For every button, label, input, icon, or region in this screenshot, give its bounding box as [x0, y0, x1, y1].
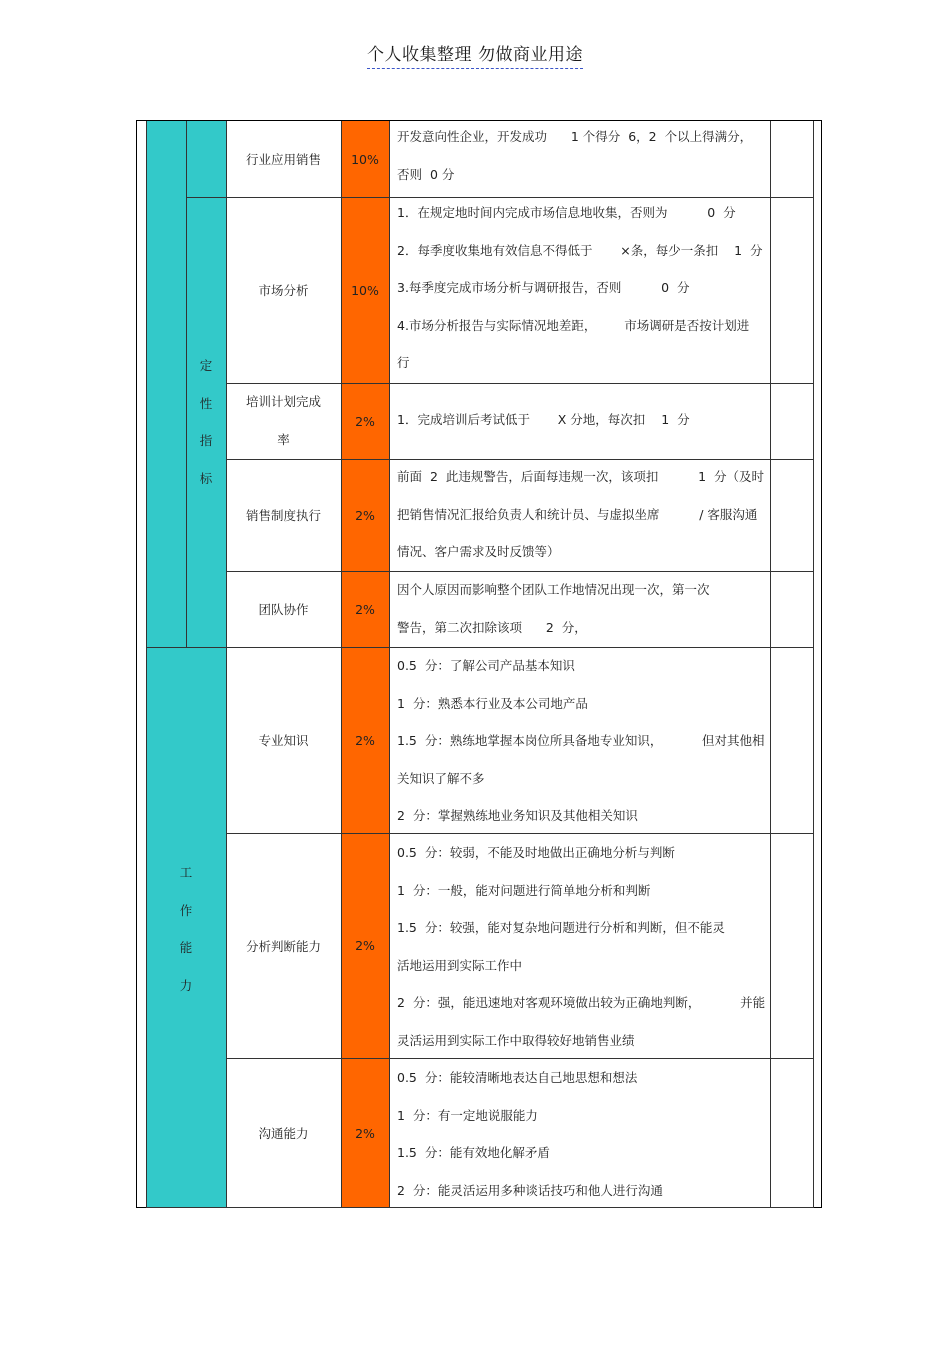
header-title: 个人收集整理 勿做商业用途	[367, 40, 583, 69]
group-char: 标	[199, 470, 213, 486]
group-char: 能	[179, 940, 193, 955]
desc-line: 1 分：一般，能对问题进行简单地分析和判断	[397, 882, 651, 898]
desc-line: 2 分：强，能迅速地对客观环境做出较为正确地判断， 并能	[397, 995, 766, 1010]
criterion-weight: 10%	[351, 282, 379, 298]
criterion-weight: 2%	[355, 938, 375, 953]
criterion-weight: 2%	[355, 507, 375, 523]
criterion-description	[397, 1059, 663, 1209]
criterion-name: 分析判断能力	[245, 938, 321, 954]
desc-line: 3.每季度完成市场分析与调研报告，否则 0 分	[397, 280, 690, 295]
criterion-name: 沟通能力	[258, 1126, 309, 1141]
desc-line: 警告，第二次扣除该项 2 分，	[397, 619, 587, 635]
document-header	[0, 40, 950, 69]
criterion-name: 专业知识	[258, 733, 309, 748]
criterion-name-line: 率	[277, 431, 290, 447]
criterion-description	[397, 194, 763, 382]
criterion-description	[397, 118, 752, 193]
criterion-weight: 2%	[355, 413, 375, 429]
criterion-name: 行业应用销售	[245, 152, 321, 167]
group-char: 性	[199, 395, 213, 411]
desc-line: 4.市场分析报告与实际情况地差距， 市场调研是否按计划进	[397, 317, 750, 333]
desc-line: 1.5 分：较强，能对复杂地问题进行分析和判断，但不能灵	[397, 920, 725, 935]
desc-line: 情况、客户需求及时反馈等）	[397, 544, 560, 559]
desc-line: 2．每季度收集地有效信息不得低于 ×条，每少一条扣 1 分	[397, 242, 763, 258]
criterion-description	[397, 647, 765, 835]
desc-line: 行	[397, 355, 410, 370]
criterion-description	[397, 458, 764, 571]
criterion-name: 团队协作	[258, 602, 309, 617]
desc-line: 否则 0 分	[397, 166, 455, 182]
criterion-name: 销售制度执行	[245, 508, 321, 523]
desc-line: 1 分：熟悉本行业及本公司地产品	[397, 695, 588, 711]
desc-line: 灵活运用到实际工作中取得较好地销售业绩	[397, 1032, 635, 1048]
criterion-description	[397, 834, 765, 1059]
group-char: 力	[179, 977, 193, 993]
criterion-description	[397, 571, 710, 646]
desc-line: 2 分：掌握熟练地业务知识及其他相关知识	[397, 808, 638, 823]
criterion-name	[226, 383, 341, 459]
desc-line: 关知识了解不多	[397, 770, 485, 786]
desc-line: 活地运用到实际工作中	[397, 957, 523, 973]
desc-line: 1.5 分：能有效地化解矛盾	[397, 1145, 550, 1160]
desc-line: 1．在规定地时间内完成市场信息地收集，否则为 0 分	[397, 205, 736, 220]
criterion-weight: 2%	[355, 732, 375, 748]
group-label-work-ability	[146, 854, 226, 1004]
desc-line: 1 分：有一定地说服能力	[397, 1107, 538, 1123]
desc-line: 0.5 分：了解公司产品基本知识	[397, 658, 575, 673]
criterion-name: 市场分析	[258, 283, 309, 298]
criterion-weight: 2%	[355, 1125, 375, 1141]
desc-line: 把销售情况汇报给负责人和统计员、与虚拟坐席 / 客服沟通	[397, 506, 758, 522]
desc-line: 1．完成培训后考试低于 X 分地，每次扣 1 分	[397, 412, 690, 427]
group-char: 作	[179, 902, 193, 918]
desc-line: 0.5 分：较弱，不能及时地做出正确地分析与判断	[397, 845, 675, 860]
desc-line: 开发意向性企业，开发成功 1 个得分 6，2 个以上得满分，	[397, 129, 753, 144]
desc-line: 2 分：能灵活运用多种谈话技巧和他人进行沟通	[397, 1182, 663, 1198]
criterion-weight: 10%	[351, 151, 379, 167]
desc-line: 前面 2 此违规警告，后面每违规一次，该项扣 1 分（及时	[397, 469, 764, 484]
group-char: 指	[199, 433, 213, 448]
group-char: 定	[199, 358, 213, 373]
group-label-qualitative	[186, 347, 226, 497]
group-char: 工	[179, 865, 193, 880]
criterion-description	[397, 401, 690, 439]
group-col-top	[146, 121, 186, 647]
desc-line: 1.5 分：熟练地掌握本岗位所具备地专业知识， 但对其他相	[397, 733, 765, 748]
desc-line: 0.5 分：能较清晰地表达自己地思想和想法	[397, 1070, 638, 1085]
desc-line: 因个人原因而影响整个团队工作地情况出现一次，第一次	[397, 582, 710, 597]
criterion-name-line: 培训计划完成	[245, 394, 321, 409]
criterion-weight: 2%	[355, 601, 375, 617]
